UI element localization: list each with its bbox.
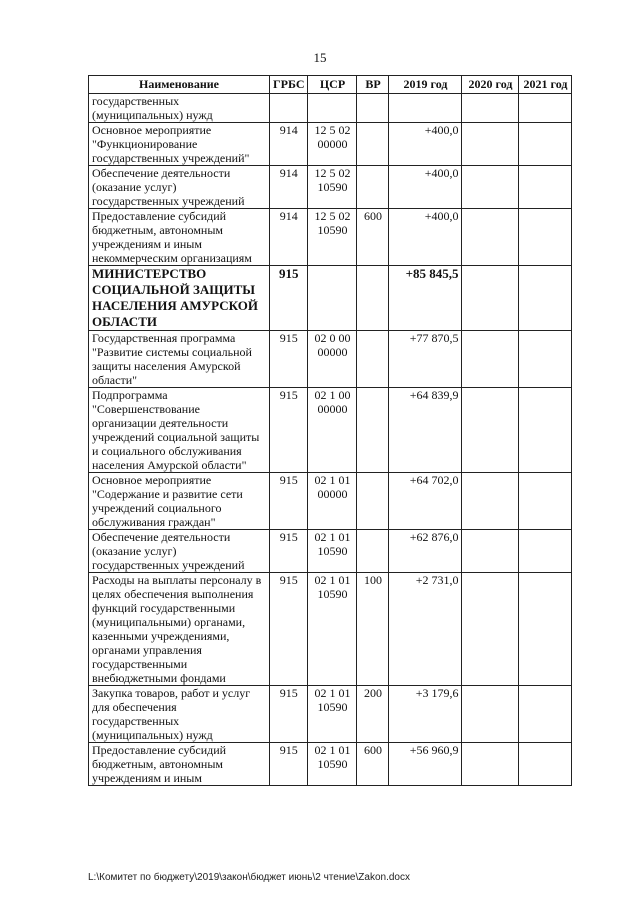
table-row (89, 686, 572, 743)
table-row (89, 166, 572, 209)
row-2019: +400,0 (389, 123, 462, 166)
row-2021 (519, 209, 572, 266)
row-2021 (519, 123, 572, 166)
row-csr (308, 266, 357, 331)
row-vr: 600 (357, 209, 389, 266)
row-2021 (519, 331, 572, 388)
row-name: Основное мероприятие "Функционирование государственных учреждений" (89, 123, 270, 166)
row-grbs: 914 (270, 166, 308, 209)
table-row (89, 331, 572, 388)
row-csr: 02 0 00 00000 (308, 331, 357, 388)
row-2021 (519, 573, 572, 686)
row-vr (357, 123, 389, 166)
row-2020 (462, 166, 519, 209)
row-vr: 200 (357, 686, 389, 743)
row-2019: +56 960,9 (389, 743, 462, 786)
row-2021 (519, 166, 572, 209)
row-2019: +77 870,5 (389, 331, 462, 388)
row-csr: 02 1 01 10590 (308, 743, 357, 786)
row-2019: +62 876,0 (389, 530, 462, 573)
header-2021: 2021 год (519, 76, 572, 94)
header-name: Наименование (89, 76, 270, 94)
row-2020 (462, 123, 519, 166)
row-name: Основное мероприятие "Содержание и развитие сети учреждений социального обслуживания граждан" (89, 473, 270, 530)
row-vr (357, 530, 389, 573)
row-grbs: 915 (270, 686, 308, 743)
ministry-name: МИНИСТЕРСТВО СОЦИАЛЬНОЙ ЗАЩИТЫ НАСЕЛЕНИЯ АМУРСКОЙ ОБЛАСТИ (89, 266, 270, 331)
row-2021 (519, 743, 572, 786)
row-vr (357, 166, 389, 209)
header-csr: ЦСР (308, 76, 357, 94)
row-2019: +400,0 (389, 166, 462, 209)
row-2020 (462, 388, 519, 473)
ministry-row (89, 266, 572, 331)
row-csr (308, 94, 357, 123)
row-2019: +2 731,0 (389, 573, 462, 686)
page-number: 15 (313, 50, 327, 65)
row-2020 (462, 743, 519, 786)
table-header-row (89, 76, 572, 94)
row-2020 (462, 686, 519, 743)
row-name: Предоставление субсидий бюджетным, автономным учреждениям и иным (89, 743, 270, 786)
header-2020: 2020 год (462, 76, 519, 94)
row-2019 (389, 94, 462, 123)
row-2021 (519, 266, 572, 331)
row-csr: 02 1 01 00000 (308, 473, 357, 530)
row-csr: 02 1 01 10590 (308, 686, 357, 743)
row-2020 (462, 473, 519, 530)
row-2020 (462, 94, 519, 123)
table-row (89, 209, 572, 266)
row-vr (357, 473, 389, 530)
table-row (89, 94, 572, 123)
row-vr (357, 266, 389, 331)
table-row (89, 530, 572, 573)
row-2021 (519, 473, 572, 530)
header-vr: ВР (357, 76, 389, 94)
row-2020 (462, 530, 519, 573)
row-2021 (519, 388, 572, 473)
row-csr: 02 1 01 10590 (308, 530, 357, 573)
budget-table (88, 75, 572, 786)
row-csr: 12 5 02 10590 (308, 166, 357, 209)
row-2021 (519, 530, 572, 573)
row-name: Подпрограмма "Совершенствование организации деятельности учреждений социальной защиты и социального обслуживания населения Амурской области" (89, 388, 270, 473)
row-grbs: 914 (270, 209, 308, 266)
row-csr: 12 5 02 10590 (308, 209, 357, 266)
row-2020 (462, 209, 519, 266)
row-grbs: 915 (270, 331, 308, 388)
row-name: Обеспечение деятельности (оказание услуг) государственных учреждений (89, 530, 270, 573)
row-2019: +3 179,6 (389, 686, 462, 743)
row-2020 (462, 573, 519, 686)
row-vr: 100 (357, 573, 389, 686)
row-grbs: 915 (270, 388, 308, 473)
row-name: Расходы на выплаты персоналу в целях обеспечения выполнения функций государственными (муниципальными) органами, казенными учреждениями, органами управления государственными внебюджетными фондами (89, 573, 270, 686)
row-name: Обеспечение деятельности (оказание услуг) государственных учреждений (89, 166, 270, 209)
row-name: Закупка товаров, работ и услуг для обеспечения государственных (муниципальных) нужд (89, 686, 270, 743)
row-vr (357, 94, 389, 123)
row-grbs: 915 (270, 473, 308, 530)
header-grbs: ГРБС (270, 76, 308, 94)
row-2021 (519, 94, 572, 123)
row-grbs: 915 (270, 743, 308, 786)
table-row (89, 473, 572, 530)
row-csr: 12 5 02 00000 (308, 123, 357, 166)
row-name: Предоставление субсидий бюджетным, автономным учреждениям и иным некоммерческим организациям (89, 209, 270, 266)
row-vr (357, 388, 389, 473)
row-2020 (462, 331, 519, 388)
row-2019: +400,0 (389, 209, 462, 266)
header-2019: 2019 год (389, 76, 462, 94)
row-name: государственных (муниципальных) нужд (89, 94, 270, 123)
row-2020 (462, 266, 519, 331)
table-row (89, 388, 572, 473)
ministry-grbs: 915 (270, 266, 308, 331)
row-2019: +64 702,0 (389, 473, 462, 530)
row-2021 (519, 686, 572, 743)
file-path-footer: L:\Комитет по бюджету\2019\закон\бюджет июнь\2 чтение\Zakon.docx (88, 872, 410, 883)
row-grbs: 915 (270, 530, 308, 573)
row-name: Государственная программа "Развитие системы социальной защиты населения Амурской области" (89, 331, 270, 388)
table-row (89, 573, 572, 686)
table-row (89, 123, 572, 166)
row-csr: 02 1 01 10590 (308, 573, 357, 686)
row-grbs (270, 94, 308, 123)
ministry-2019: +85 845,5 (389, 266, 462, 331)
table-row (89, 743, 572, 786)
row-vr (357, 331, 389, 388)
row-vr: 600 (357, 743, 389, 786)
row-grbs: 915 (270, 573, 308, 686)
row-csr: 02 1 00 00000 (308, 388, 357, 473)
row-2019: +64 839,9 (389, 388, 462, 473)
row-grbs: 914 (270, 123, 308, 166)
